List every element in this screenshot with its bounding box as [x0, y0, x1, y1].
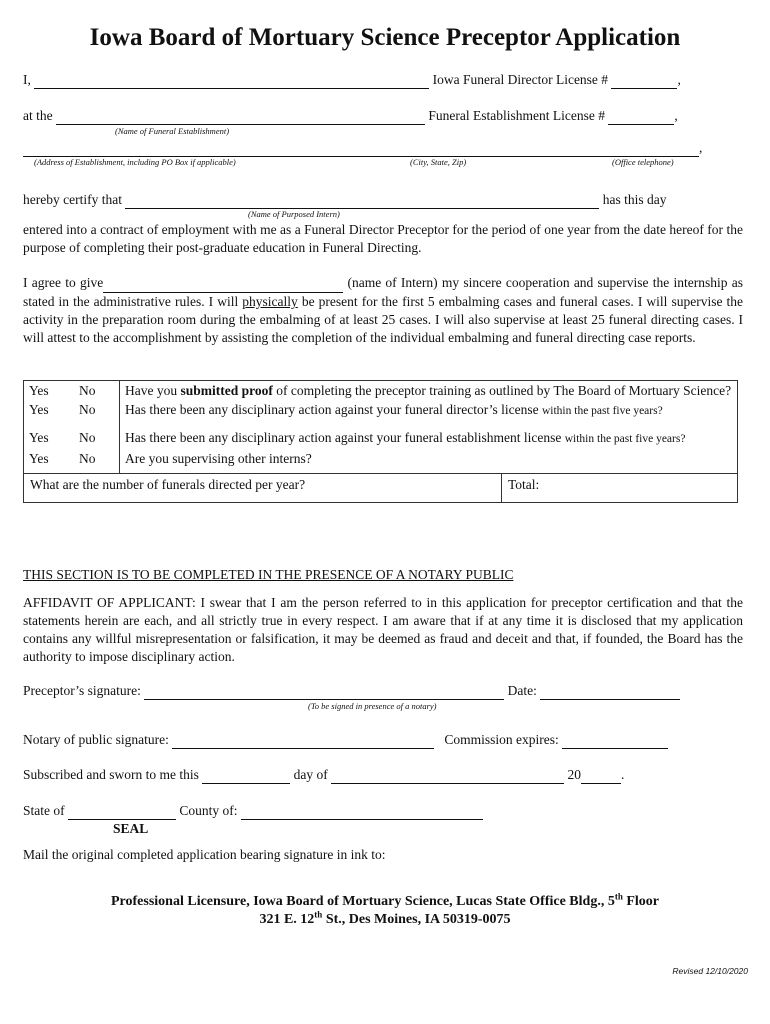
question-text: [120, 428, 738, 449]
q-post: of completing the preceptor training as outlined by The Board of Mortuary Science?: [276, 383, 732, 398]
establishment-license-field[interactable]: [608, 108, 674, 125]
no-option[interactable]: No: [74, 400, 120, 428]
certify-line: [23, 192, 666, 209]
q-small: within the past five years?: [564, 433, 686, 445]
funerals-row: [24, 474, 738, 503]
affidavit-paragraph: AFFIDAVIT OF APPLICANT: I swear that I am the person referred to in this application for preceptor certification and that the statements herein are each, and all strictly true in every respect. I am aware that if at any time it is disclosed that my application contains any willful misrepresentation or falsification, it may be deemed as fraud and deceit and that, if founded, the Board has the authority to impose disciplinary action.: [23, 595, 743, 664]
address-part: Floor: [622, 894, 659, 909]
commission-field[interactable]: [562, 732, 668, 749]
address-caption: (Address of Establishment, including PO Box if applicable): [34, 157, 236, 167]
question-row: [24, 449, 738, 474]
funerals-total[interactable]: Total:: [508, 477, 540, 492]
director-license-field[interactable]: [611, 72, 677, 89]
question-text: [120, 400, 738, 428]
agree-rest: be present for the first 5 embalming cases and funeral cases. I will supervise the activity in the preparation room during the embalming of at least 25 cases. I will also supervise at least 25 funeral directing cases. I will attest to the accomplishment by assisting the completion of the individual embalming and funeral directing case reports.: [23, 294, 744, 345]
year-field[interactable]: [581, 767, 621, 784]
q-bold: submitted proof: [180, 383, 273, 398]
date-label: Date:: [507, 683, 537, 698]
day-of-label: day of: [293, 767, 328, 782]
year-prefix: 20: [567, 767, 581, 782]
no-option[interactable]: No: [74, 449, 120, 474]
address-sup: th: [314, 909, 323, 920]
yes-option[interactable]: Yes: [24, 400, 75, 428]
certify-prefix: hereby certify that: [23, 192, 122, 207]
question-text: Are you supervising other interns?: [120, 449, 738, 474]
notary-signature-line: [23, 732, 668, 749]
page-title: Iowa Board of Mortuary Science Preceptor Application: [89, 24, 681, 51]
intern-name-field[interactable]: [125, 192, 599, 209]
city-caption: (City, State, Zip): [410, 157, 467, 167]
notary-signature-field[interactable]: [172, 732, 434, 749]
subscribed-label: Subscribed and sworn to me this: [23, 767, 199, 782]
director-line: [23, 72, 681, 89]
address-part: 321 E. 12: [259, 912, 315, 927]
revised-date: Revised 12/10/2020: [672, 966, 748, 976]
address-part: St., Des Moines, IA 50319-0075: [322, 912, 511, 927]
q-pre: Has there been any disciplinary action against your funeral establishment license: [125, 430, 562, 445]
mailing-address-line2: [0, 909, 770, 928]
q-pre: Has there been any disciplinary action against your funeral director’s license: [125, 402, 539, 417]
agree-prefix: I agree to give: [23, 275, 104, 290]
establishment-name-field[interactable]: [56, 108, 425, 125]
question-row: [24, 381, 738, 401]
yes-option[interactable]: Yes: [24, 381, 75, 401]
establishment-line: [23, 108, 678, 125]
establishment-license-label: Funeral Establishment License #: [428, 108, 605, 123]
phone-caption: (Office telephone): [612, 157, 674, 167]
intern-caption: (Name of Purposed Intern): [248, 209, 340, 219]
question-row: [24, 428, 738, 449]
funerals-cell: [24, 474, 738, 503]
address-line: [23, 140, 702, 157]
at-the-label: at the: [23, 108, 53, 123]
establishment-caption: (Name of Funeral Establishment): [115, 126, 230, 136]
comma: ,: [699, 140, 703, 155]
notary-heading: THIS SECTION IS TO BE COMPLETED IN THE PRESENCE OF A NOTARY PUBLIC: [23, 567, 514, 582]
question-row: [24, 400, 738, 428]
preceptor-label: Preceptor’s signature:: [23, 683, 141, 698]
preceptor-signature-line: [23, 683, 680, 700]
agree-paragraph: [23, 274, 743, 347]
certify-suffix: has this day: [602, 192, 667, 207]
preceptor-signature-field[interactable]: [144, 683, 504, 700]
date-field[interactable]: [540, 683, 680, 700]
mailing-address-line1: [0, 891, 770, 910]
seal-label: SEAL: [113, 821, 149, 836]
director-license-label: Iowa Funeral Director License #: [432, 72, 609, 87]
address-part: Professional Licensure, Iowa Board of Mortuary Science, Lucas State Office Bldg., 5: [111, 894, 615, 909]
comma: ,: [677, 72, 681, 87]
notary-caption: (To be signed in presence of a notary): [308, 701, 437, 711]
period: .: [620, 767, 625, 782]
physically-word: physically: [242, 294, 298, 309]
address-sup: th: [614, 891, 623, 902]
day-field[interactable]: [202, 767, 290, 784]
no-option[interactable]: No: [74, 381, 120, 401]
questions-table: [23, 380, 738, 503]
state-county-line: [23, 803, 483, 820]
county-label: County of:: [179, 803, 238, 818]
commission-label: Commission expires:: [444, 732, 559, 747]
month-field[interactable]: [331, 767, 564, 784]
preceptor-name-field[interactable]: [34, 72, 429, 89]
certify-body: entered into a contract of employment with me as a Funeral Director Preceptor for the period of one year from the date hereof for the purpose of completing their post-graduate education in Funeral Directing.: [23, 222, 743, 255]
mail-instruction: Mail the original completed application bearing signature in ink to:: [23, 847, 386, 862]
state-label: State of: [23, 803, 65, 818]
agree-text: (name of Intern) my sincere cooperation and supervise the internship as stated in the administrative rules. I will: [23, 275, 744, 309]
state-field[interactable]: [68, 803, 176, 820]
yes-option[interactable]: Yes: [24, 428, 75, 449]
no-option[interactable]: No: [74, 428, 120, 449]
county-field[interactable]: [241, 803, 483, 820]
address-field[interactable]: [23, 140, 699, 157]
yes-option[interactable]: Yes: [24, 449, 75, 474]
question-text: [120, 381, 738, 401]
comma: ,: [674, 108, 678, 123]
i-label: I,: [23, 72, 31, 87]
q-small: within the past five years?: [541, 405, 663, 417]
q-pre: Have you: [125, 383, 178, 398]
agree-intern-field[interactable]: [103, 274, 343, 293]
subscribed-line: [23, 767, 624, 784]
funerals-question: What are the number of funerals directed per year?: [24, 474, 502, 502]
notary-label: Notary of public signature:: [23, 732, 169, 747]
